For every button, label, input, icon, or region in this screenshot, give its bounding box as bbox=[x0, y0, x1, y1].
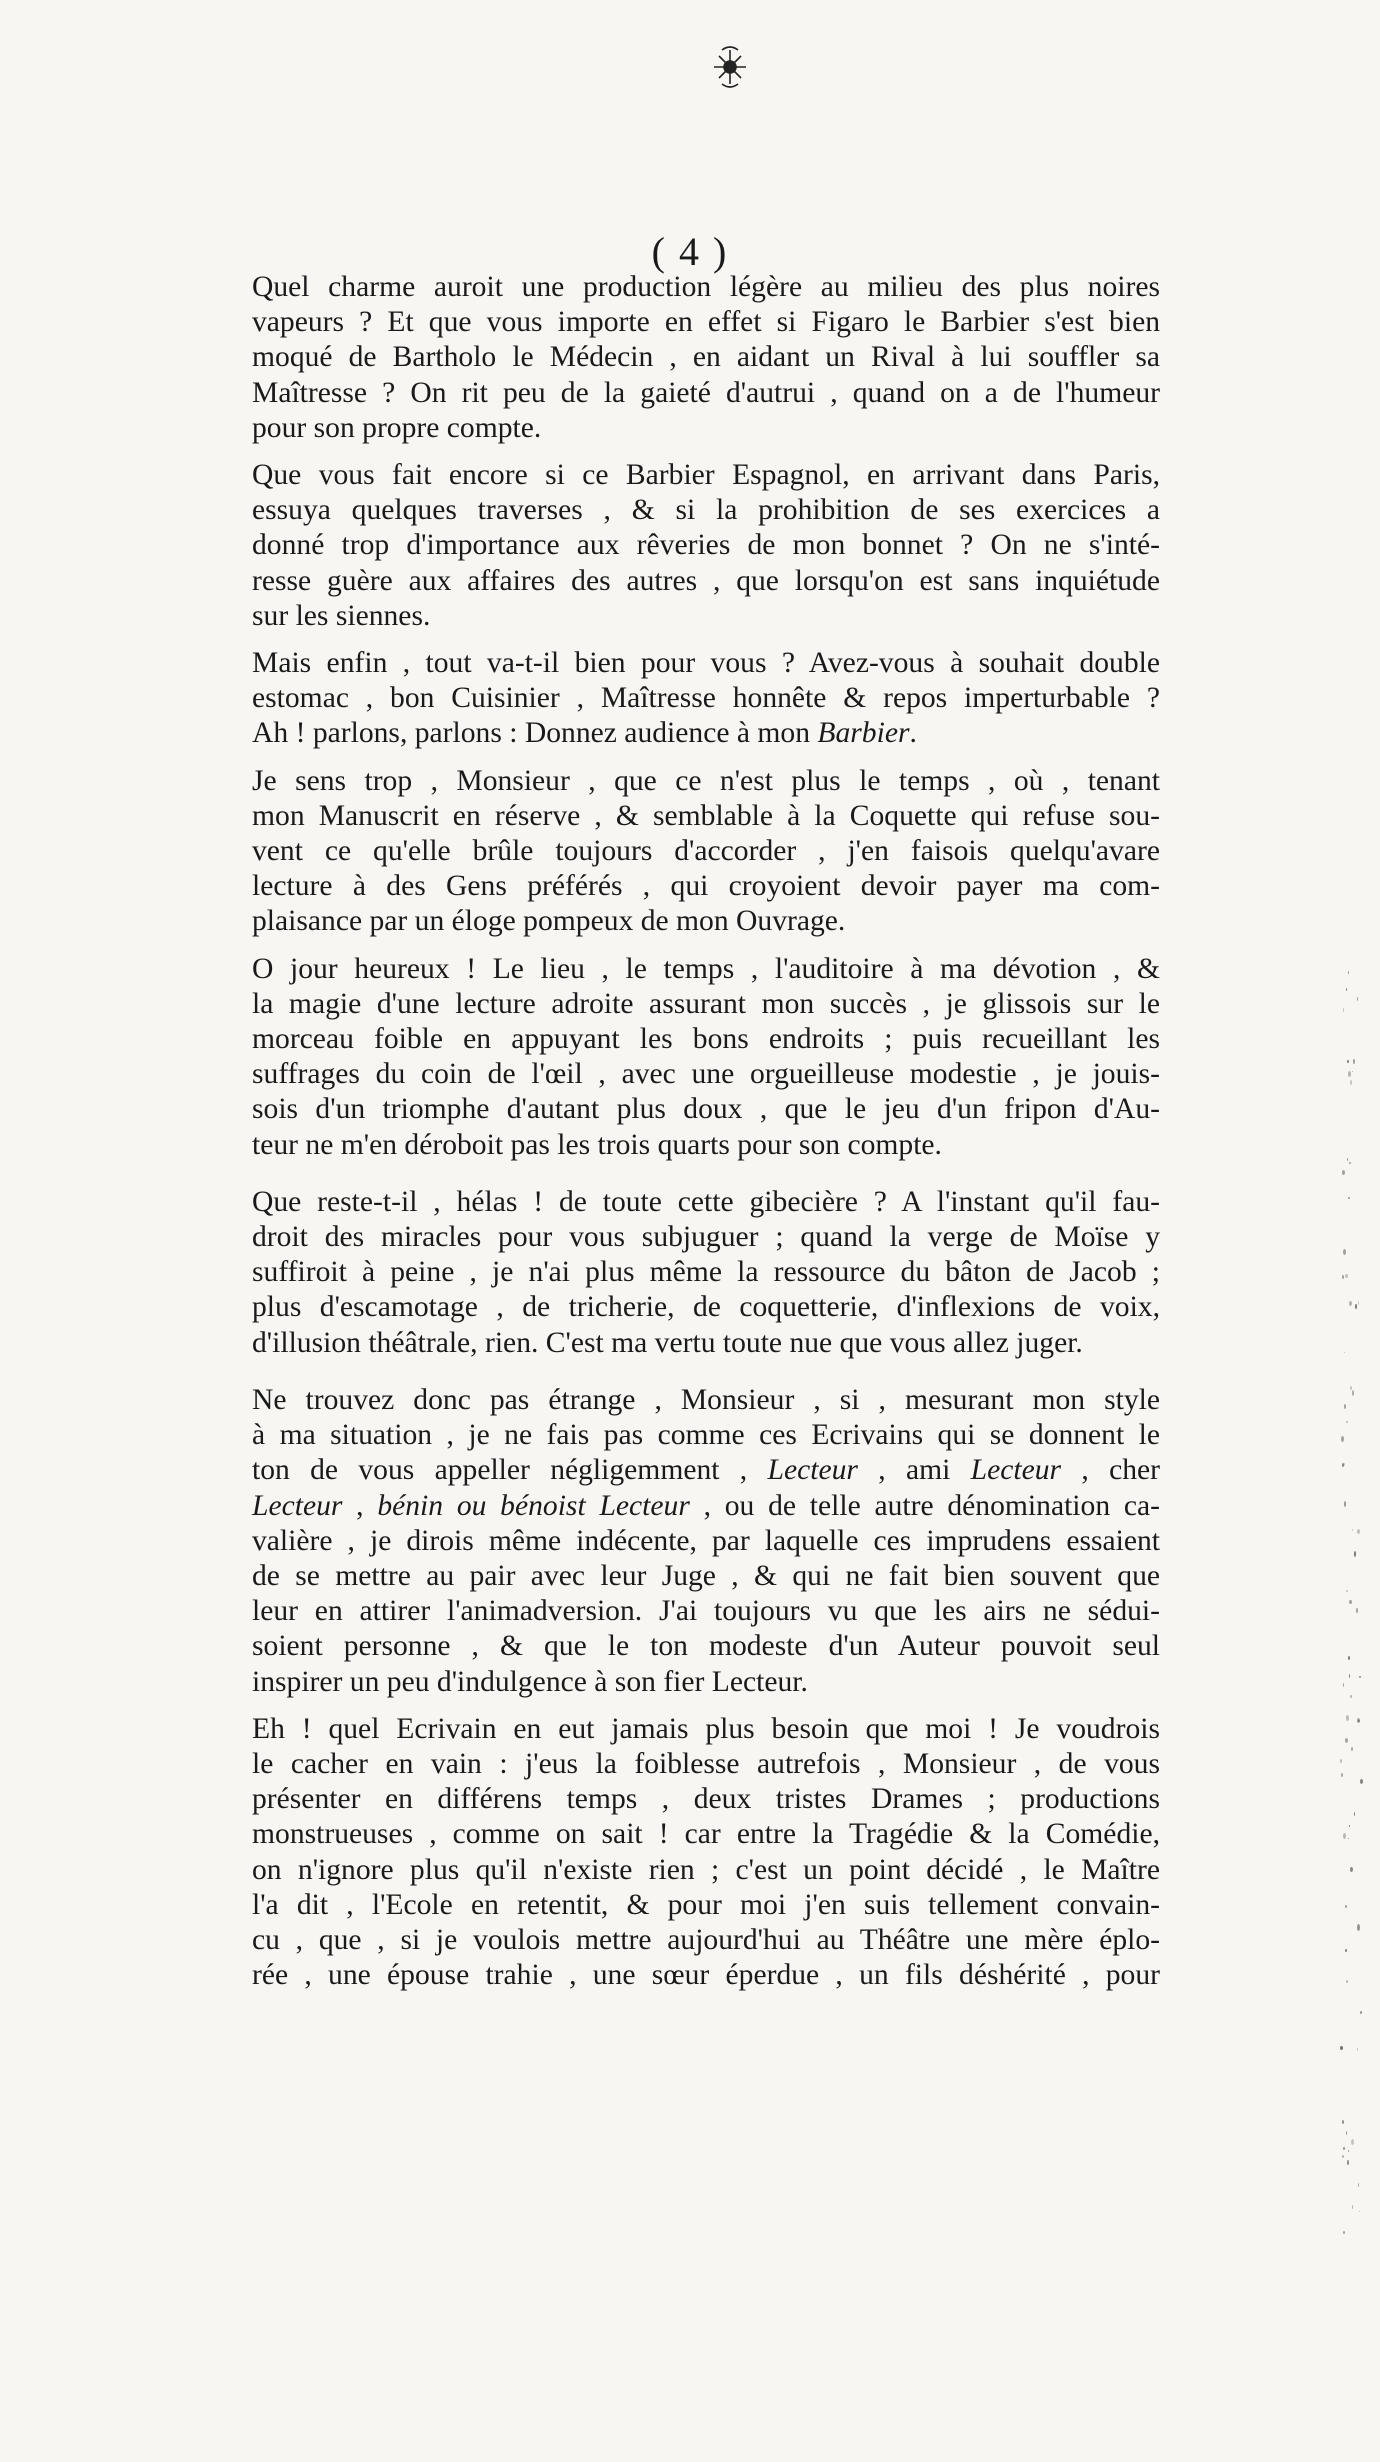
paper-speck bbox=[1359, 1676, 1361, 1678]
text-line: de se mettre au pair avec leur Juge , & qui ne fait bien souvent que bbox=[252, 1559, 1160, 1592]
paragraph-4 bbox=[212, 764, 1160, 940]
text-line: d'illusion théâtrale, rien. C'est ma vertu toute nue que vous allez juger. bbox=[252, 1326, 1083, 1359]
text-line: Quel charme auroit une production légère au milieu des plus noires bbox=[252, 271, 1160, 303]
paper-speck bbox=[1349, 1825, 1350, 1827]
text-line: leur en attirer l'animadversion. J'ai toujours vu que les airs ne sédui- bbox=[252, 1595, 1160, 1628]
paper-speck bbox=[1349, 1301, 1352, 1306]
paper-speck bbox=[1350, 1080, 1352, 1085]
paper-speck bbox=[1345, 1949, 1347, 1952]
text-line: O jour heureux ! Le lieu , le temps , l'auditoire à ma dévotion , & bbox=[252, 952, 1160, 985]
text-line-with-italic: ton de vous appeller négligemment , Lecteur , ami Lecteur , cher bbox=[252, 1454, 1160, 1487]
paper-speck bbox=[1346, 1421, 1348, 1423]
text-line: Que vous fait encore si ce Barbier Espagnol, en arrivant dans Paris, bbox=[252, 459, 1160, 492]
paragraph-8 bbox=[212, 1712, 1160, 1994]
paper-speck bbox=[1357, 997, 1358, 1001]
paper-speck bbox=[1352, 2205, 1353, 2209]
paper-speck bbox=[1348, 971, 1349, 974]
paper-speck bbox=[1352, 1071, 1353, 1072]
paragraph-6 bbox=[212, 1185, 1160, 1361]
paper-speck bbox=[1342, 2155, 1344, 2158]
text-line: présenter en différens temps , deux tristes Drames ; productions bbox=[252, 1783, 1160, 1816]
paper-speck bbox=[1349, 1162, 1351, 1164]
text-line: plaisance par un éloge pompeux de mon Ouvrage. bbox=[252, 905, 846, 938]
paragraph-7 bbox=[212, 1383, 1160, 1700]
paper-speck bbox=[1344, 1501, 1346, 1507]
text-line: Maîtresse ? On rit peu de la gaieté d'autrui , quand on a de l'humeur bbox=[252, 376, 1160, 409]
text-line: teur ne m'en déroboit pas les trois quarts pour son compte. bbox=[252, 1128, 942, 1161]
paper-speck bbox=[1345, 1905, 1347, 1908]
text-line: Eh ! quel Ecrivain en eut jamais plus besoin que moi ! Je voudrois bbox=[252, 1712, 1160, 1745]
page-number: ( 4 ) bbox=[651, 229, 729, 274]
text-line: lecture à des Gens préférés , qui croyoient devoir payer ma com- bbox=[252, 870, 1160, 903]
text-line: vapeurs ? Et que vous importe en effet si Figaro le Barbier s'est bien bbox=[252, 306, 1160, 339]
paper-speck bbox=[1344, 1352, 1345, 1353]
text-line: morceau foible en appuyant les bons endroits ; puis recueillant les bbox=[252, 1023, 1160, 1056]
paper-speck bbox=[1355, 1304, 1357, 1309]
text-line: soient personne , & que le ton modeste d'un Auteur pouvoit seul bbox=[252, 1630, 1160, 1663]
paper-speck bbox=[1351, 2139, 1354, 2145]
paper-speck bbox=[1357, 1924, 1360, 1931]
text-line: sois d'un triomphe d'autant plus doux , que le jeu d'un fripon d'Au- bbox=[252, 1093, 1160, 1126]
paper-speck bbox=[1346, 988, 1347, 991]
paper-speck bbox=[1340, 2046, 1343, 2050]
text-line: monstrueuses , comme on sait ! car entre la Tragédie & la Comédie, bbox=[252, 1818, 1160, 1851]
text-line: plus d'escamotage , de tricherie, de coquetterie, d'inflexions de voix, bbox=[252, 1291, 1160, 1324]
text-line: la magie d'une lecture adroite assurant mon succès , je glissois sur le bbox=[252, 987, 1160, 1020]
paper-speck bbox=[1345, 1274, 1348, 1278]
paper-speck bbox=[1346, 1590, 1348, 1592]
text-line: on n'ignore plus qu'il n'existe rien ; c'est un point décidé , le Maître bbox=[252, 1853, 1160, 1886]
text-line: estomac , bon Cuisinier , Maîtresse honnête & repos imperturbable ? bbox=[252, 682, 1160, 715]
text-line: Que reste-t-il , hélas ! de toute cette gibecière ? A l'instant qu'il fau- bbox=[252, 1185, 1160, 1218]
text-line: resse guère aux affaires des autres , que lorsqu'on est sans inquiétude bbox=[252, 564, 1160, 597]
text-line: inspirer un peu d'indulgence à son fier Lecteur. bbox=[252, 1665, 808, 1698]
text-line: suffiroit à peine , je n'ai plus même la ressource du bâton de Jacob ; bbox=[252, 1256, 1160, 1289]
paragraph-1 bbox=[212, 270, 1160, 446]
paper-speck bbox=[1351, 1747, 1353, 1751]
paper-speck bbox=[1343, 2147, 1345, 2150]
paper-speck bbox=[1340, 1759, 1342, 1763]
paper-speck bbox=[1347, 1158, 1348, 1161]
paper-speck bbox=[1352, 1390, 1354, 1396]
paper-speck bbox=[1346, 2131, 1347, 2135]
italic-word: Lecteur bbox=[970, 1454, 1062, 1487]
text-line: suffrages du coin de l'œil , avec une orgueilleuse modestie , je jouis- bbox=[252, 1058, 1160, 1091]
paper-speck bbox=[1342, 1170, 1345, 1175]
text-line-with-italic: Lecteur , bénin ou bénoist Lecteur , ou de telle autre dénomination ca- bbox=[252, 1489, 1160, 1522]
text-line: donné trop d'importance aux rêveries de mon bonnet ? On ne s'inté- bbox=[252, 529, 1160, 562]
paper-speck bbox=[1353, 1059, 1355, 1064]
paper-speck bbox=[1343, 1249, 1346, 1255]
paragraph-5 bbox=[212, 952, 1160, 1163]
body-text bbox=[212, 270, 1160, 2005]
paper-speck bbox=[1354, 1551, 1356, 1557]
paper-speck bbox=[1357, 1529, 1360, 1534]
paper-speck bbox=[1343, 1833, 1346, 1839]
paper-speck bbox=[1350, 1695, 1352, 1698]
paper-speck bbox=[1358, 2183, 1359, 2187]
paper-speck bbox=[1346, 1980, 1348, 1983]
text-line: valière , je dirois même indécente, par laquelle ces imprudens essaient bbox=[252, 1524, 1160, 1557]
paper-speck bbox=[1357, 2048, 1358, 2051]
paper-speck bbox=[1359, 2211, 1360, 2212]
text-line-with-italic: Ah ! parlons, parlons : Donnez audience à mon Barbier. bbox=[252, 717, 917, 750]
text-line: mon Manuscrit en réserve , & semblable à la Coquette qui refuse sou- bbox=[252, 799, 1160, 832]
paper-speck bbox=[1341, 1773, 1343, 1777]
printer-ornament-icon bbox=[700, 42, 760, 92]
paper-speck bbox=[1343, 1683, 1344, 1687]
paper-speck bbox=[1360, 1779, 1363, 1784]
paper-speck bbox=[1348, 1838, 1349, 1839]
paper-speck bbox=[1344, 1404, 1346, 1409]
paper-speck bbox=[1341, 1436, 1344, 1442]
paragraph-3 bbox=[212, 646, 1160, 752]
paper-speck bbox=[1348, 1197, 1350, 1199]
italic-word: Lecteur bbox=[767, 1454, 858, 1487]
paper-speck bbox=[1360, 2011, 1362, 2014]
text-line: vent ce qu'elle brûle toujours d'accorder , j'en faisois quelqu'avare bbox=[252, 835, 1160, 868]
paper-speck bbox=[1348, 1656, 1350, 1660]
paper-speck bbox=[1347, 1060, 1349, 1063]
paper-speck bbox=[1346, 1715, 1349, 1721]
paper-speck bbox=[1348, 1071, 1351, 1077]
text-line: pour son propre compte. bbox=[252, 411, 542, 444]
text-line: moqué de Bartholo le Médecin , en aidant un Rival à lui souffler sa bbox=[252, 341, 1160, 374]
paper-speck bbox=[1343, 1008, 1344, 1012]
text-line: sur les siennes. bbox=[252, 599, 431, 632]
italic-word: Lecteur bbox=[599, 1489, 690, 1522]
paper-speck bbox=[1350, 1867, 1353, 1872]
paper-speck bbox=[1352, 1529, 1353, 1531]
paper-speck bbox=[1347, 2160, 1349, 2165]
text-line: cu , que , si je voulois mettre aujourd'hui au Théâtre une mère éplo- bbox=[252, 1923, 1160, 1956]
text-line: Ne trouvez donc pas étrange , Monsieur , si , mesurant mon style bbox=[252, 1383, 1160, 1416]
paper-speck bbox=[1354, 1812, 1355, 1816]
italic-word: bénin ou bénoist bbox=[377, 1489, 586, 1522]
text-line: droit des miracles pour vous subjuguer ; quand la verge de Moïse y bbox=[252, 1221, 1160, 1254]
paper-speck bbox=[1348, 2150, 1349, 2152]
text-line: essuya quelques traverses , & si la prohibition de ses exercices a bbox=[252, 494, 1160, 527]
italic-word: Lecteur bbox=[252, 1489, 343, 1522]
text-line: le cacher en vain : j'eus la foiblesse autrefois , Monsieur , de vous bbox=[252, 1747, 1160, 1780]
italic-word: Barbier bbox=[817, 717, 910, 750]
text-line: l'a dit , l'Ecole en retentit, & pour moi j'en suis tellement convain- bbox=[252, 1888, 1160, 1921]
paper-speck bbox=[1358, 1301, 1359, 1305]
paper-speck bbox=[1349, 1600, 1352, 1604]
paper-speck bbox=[1356, 1608, 1358, 1613]
paper-speck bbox=[1345, 1738, 1348, 1743]
paper-speck bbox=[1343, 2231, 1345, 2234]
page-edge-marks bbox=[1330, 960, 1370, 2260]
paper-speck bbox=[1342, 1275, 1344, 1279]
paper-speck bbox=[1357, 1718, 1360, 1723]
paragraph-2 bbox=[212, 458, 1160, 634]
paper-speck bbox=[1344, 1463, 1345, 1466]
text-line: Je sens trop , Monsieur , que ce n'est plus le temps , où , tenant bbox=[252, 764, 1160, 797]
text-line: Mais enfin , tout va-t-il bien pour vous ? Avez-vous à souhait double bbox=[252, 647, 1160, 680]
text-line: à ma situation , je ne fais pas comme ces Ecrivains qui se donnent le bbox=[252, 1419, 1160, 1452]
paper-speck bbox=[1349, 1674, 1350, 1678]
paper-speck bbox=[1342, 1463, 1344, 1467]
text-line: rée , une épouse trahie , une sœur éperdue , un fils déshérité , pour bbox=[252, 1959, 1160, 1992]
paper-speck bbox=[1342, 2120, 1344, 2124]
